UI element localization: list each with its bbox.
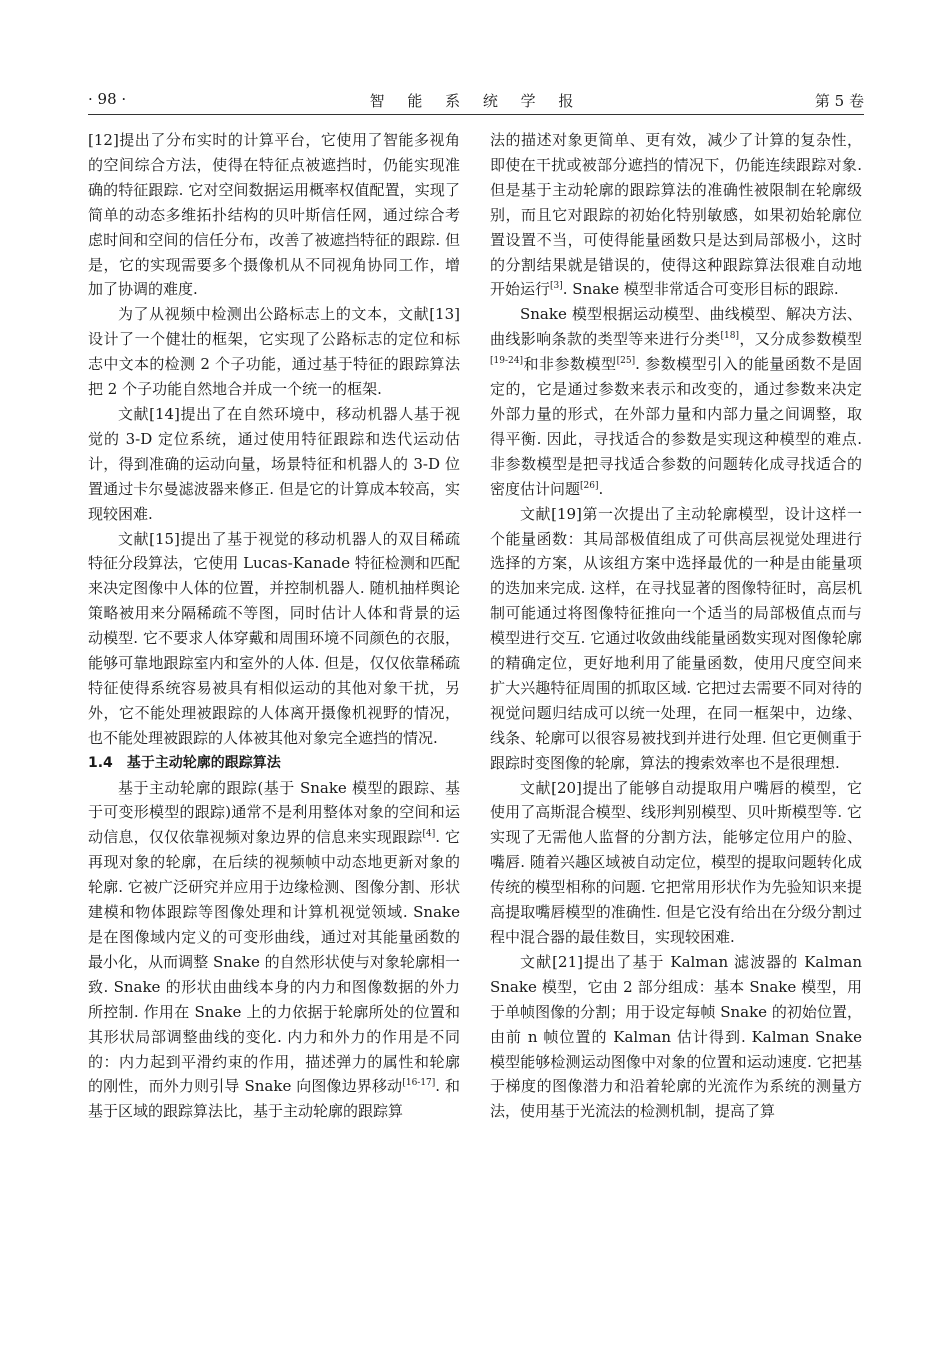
journal-title: 智 能 系 统 学 报 [369, 92, 583, 110]
page-number: · 98 · [88, 90, 127, 108]
citation: [3] [550, 281, 563, 292]
text-run: . 和基于区域的跟踪算法比，基于主动轮廓的跟踪算 [88, 1077, 460, 1121]
volume-label: 第 5 卷 [814, 92, 864, 110]
citation: [16-17] [402, 1078, 436, 1089]
text-run: 和非参数模型 [522, 355, 617, 374]
citation: [25] [616, 356, 636, 367]
citation: [4] [422, 829, 436, 840]
paragraph: 文献[20]提出了能够自动提取用户嘴唇的模型，它使用了高斯混合模型、线形判别模型、贝叶斯模型等. 它实现了无需他人监督的分割方法，能够定位用户的脸、嘴唇. 随着兴趣区域被自动定位，模型的提取问题转化成传统的模型相称的问题. 它把常用形状作为先验知识来提高提取嘴唇模型的准确性. 但是它没有给出在分级分割过程中混合器的最佳数目，实现较困难. [490, 778, 862, 946]
text-run: ，又分成参数模型 [739, 330, 862, 349]
text-run: 基于主动轮廓的跟踪(基于 Snake 模型的跟踪、基于可变形模型的跟踪)通常不是利用整体对象的空间和运动信息，仅仅依靠视频对象边界的信息来实现跟踪 [88, 778, 460, 847]
text-run: . [598, 479, 604, 498]
paragraph: 文献[14]提出了在自然环境中，移动机器人基于视觉的 3-D 定位系统，通过使用特征跟踪和迭代运动估计，得到准确的运动向量，场景特征和机器人的 3-D 位置通过卡尔曼滤波器来修正. 但是它的计算成本较高，实现较困难. [88, 404, 460, 523]
section-heading: 1.4 基于主动轮廓的跟踪算法 [88, 754, 281, 771]
text-run: . 它再现对象的轮廓，在后续的视频帧中动态地更新对象的轮廓. 它被广泛研究并应用于边缘检测、图像分割、形状建模和物体跟踪等图像处理和计算机视觉领域. Snake 是在图像域内定义的可变形曲线，通过对其能量函数的最小化，从而调整 Snake 的自然形状使与对象轮廓相一致. Snake 的形状由曲线本身的内力和图像数据的外力所控制. 作用在 Snake 上的力依据于轮廓所处的位置和其形状局部调整曲线的变化. 内力和外力的作用是不同的：内力起到平滑约束的作用，描述弹力的属性和轮廓的刚性，而外力则引导 Snake 向图像边界移动 [88, 828, 460, 1096]
text-run: Snake 模型根据运动模型、曲线模型、解决方法、曲线影响条款的类型等来进行分类 [490, 305, 862, 349]
text-run: 法的描述对象更简单、更有效，减少了计算的复杂性，即使在干扰或被部分遮挡的情况下，仍能连续跟踪对象. 但是基于主动轮廓的跟踪算法的准确性被限制在轮廓级别，而且它对跟踪的初始化特别敏感，如果初始轮廓位置设置不当，可使得能量函数只是达到局部极小，这时的分割结果就是错误的，使得这种跟踪算法很难自动地开始运行 [490, 131, 862, 299]
paragraph [88, 776, 460, 1125]
right-column [490, 128, 862, 1124]
paragraph: [12]提出了分布实时的计算平台，它使用了智能多视角的空间综合方法，使得在特征点被遮挡时，仍能实现准确的特征跟踪. 它对空间数据运用概率权值配置，实现了简单的动态多维拓扑结构的贝叶斯信任网，通过综合考虑时间和空间的信任分布，改善了被遮挡特征的跟踪. 但是，它的实现需要多个摄像机从不同视角协同工作，增加了协调的难度. [88, 131, 460, 299]
paragraph: 文献[21]提出了基于 Kalman 滤波器的 Kalman Snake 模型，它由 2 部分组成：基本 Snake 模型，用于单帧图像的分割；用于设定每帧 Snake 的初始位置，由前 n 帧位置的 Kalman 估计得到. Kalman Snake 模型能够检测运动图像中对象的位置和运动速度. 它把基于梯度的图像潜力和沿着轮廓的光流作为系统的测量方法，使用基于光流法的检测机制，提高了算 [490, 952, 862, 1121]
text-run: . Snake 模型非常适合可变形目标的跟踪. [562, 280, 839, 299]
paragraph: 文献[19]第一次提出了主动轮廓模型，设计这样一个能量函数：其局部极值组成了可供高层视觉处理进行选择的方案，从该组方案中选择最优的一种是由能量项的迭加来完成. 这样，在寻找显著的图像特征时，高层机制可能通过将图像特征推向一个适当的局部极值点而与模型进行交互. 它通过收敛曲线能量函数实现对图像轮廓的精确定位，更好地利用了能量函数，使用尺度空间来扩大兴趣特征周围的抓取区域. 它把过去需要不同对待的视觉问题归结成可以统一处理，在同一框架中，边缘、线条、轮廓可以很容易被找到并进行处理. 但它更侧重于跟踪时变图像的轮廓，算法的搜索效率也不是很理想. [490, 504, 862, 772]
page-header [88, 90, 864, 115]
citation: [18] [720, 331, 740, 342]
paragraph: 文献[15]提出了基于视觉的移动机器人的双目稀疏特征分段算法，它使用 Lucas-Kanade 特征检测和匹配来决定图像中人体的位置，并控制机器人. 随机抽样舆论策略被用来分隔稀疏不等图，同时估计人体和背景的运动模型. 它不要求人体穿戴和周围环境不同颜色的衣服，能够可靠地跟踪室内和室外的人体. 但是，仅仅依靠稀疏特征使得系统容易被具有相似运动的其他对象干扰，另外，它不能处理被跟踪的人体离开摄像机视野的情况，也不能处理被跟踪的人体被其他对象完全遮挡的情况. [88, 529, 460, 747]
paragraph: 为了从视频中检测出公路标志上的文本，文献[13]设计了一个健壮的框架，它实现了公路标志的定位和标志中文本的检测 2 个子功能，通过基于特征的跟踪算法把 2 个子功能自然地合并成一个统一的框架. [88, 305, 460, 399]
paragraph [490, 302, 862, 501]
citation: [26] [580, 480, 599, 491]
paragraph [490, 128, 862, 302]
text-run: . 参数模型引入的能量函数不是固定的，它是通过参数来表示和改变的，通过参数来决定外部力量的形式，在外部力量和内部力量之间调整，取得平衡. 因此，寻找适合的参数是实现这种模型的难点. 非参数模型是把寻找适合参数的问题转化成寻找适合的密度估计问题 [490, 355, 862, 498]
left-column [88, 128, 460, 1124]
citation: [19-24] [490, 356, 523, 367]
